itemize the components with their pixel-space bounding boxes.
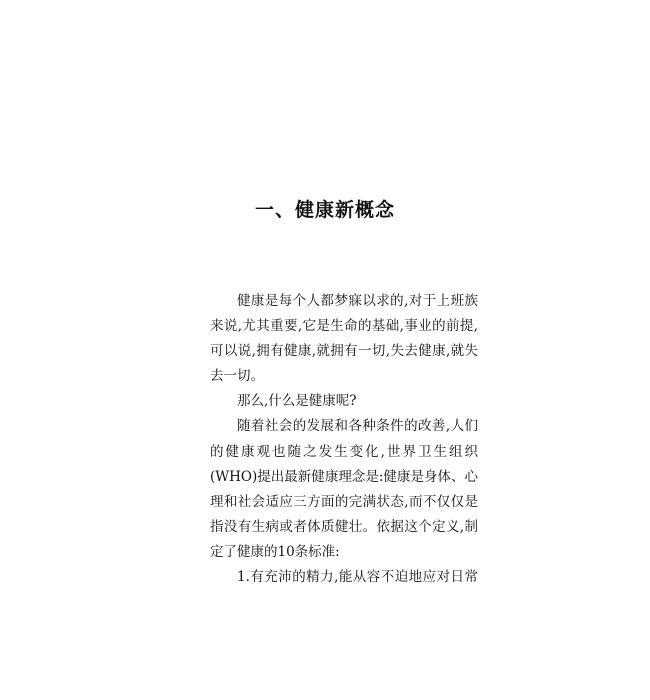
text-line: 理和社会适应三方面的完满状态,而不仅仅是 [210, 494, 478, 510]
text-line: 定了健康的10条标准: [210, 544, 340, 560]
text-line: (WHO)提出最新健康理念是:健康是身体、心 [210, 469, 478, 485]
text-line: 去一切。 [210, 368, 264, 384]
page-title: 一、健康新概念 [254, 199, 395, 221]
text-line: 随着社会的发展和各种条件的改善,人们 [237, 418, 478, 434]
text-line: 可以说,拥有健康,就拥有一切,失去健康,就失 [210, 343, 478, 359]
text-line: 来说,尤其重要,它是生命的基础,事业的前提, [210, 318, 478, 334]
text-line: 1.有充沛的精力,能从容不迫地应对日常 [237, 569, 478, 585]
text-line: 的健康观也随之发生变化,世界卫生组织 [210, 444, 478, 460]
text-line: 指没有生病或者体质健壮。依据这个定义,制 [210, 519, 478, 535]
text-line: 健康是每个人都梦寐以求的,对于上班族 [237, 293, 478, 309]
text-line: 那么,什么是健康呢? [237, 393, 357, 409]
